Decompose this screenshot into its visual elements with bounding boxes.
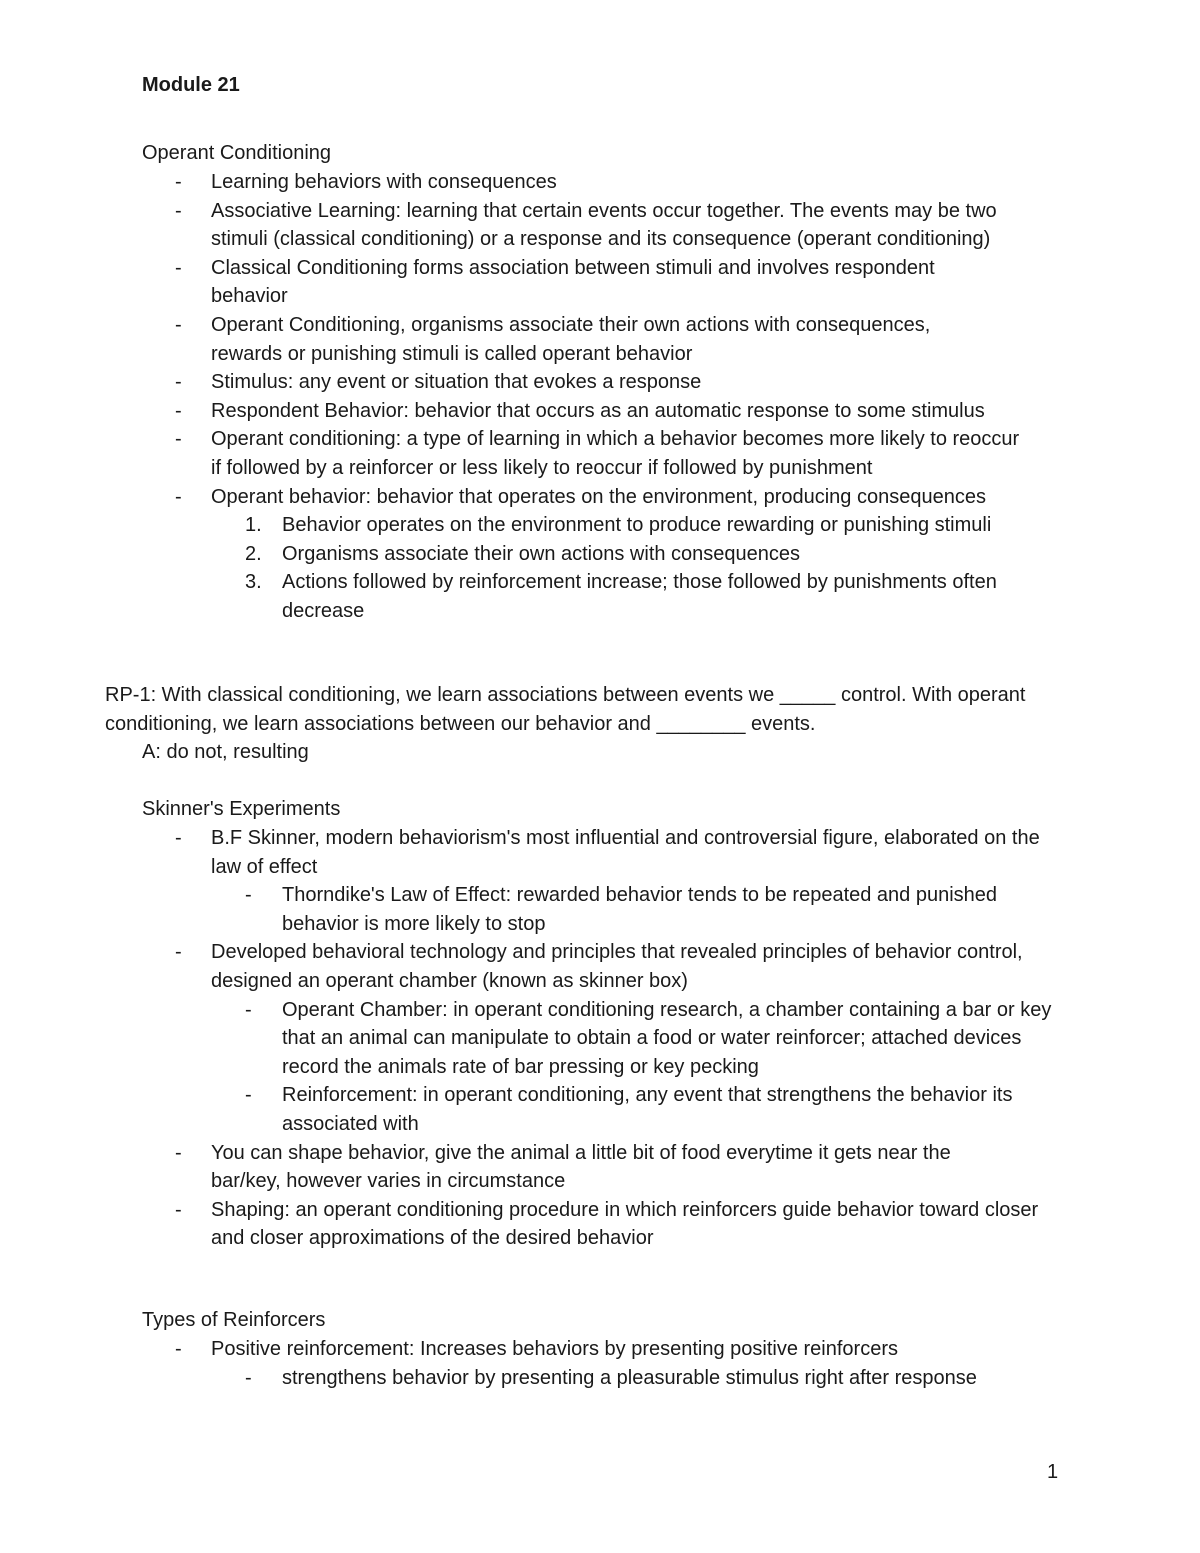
list-number: 3.: [245, 571, 262, 594]
list-item: - Developed behavioral technology and principles that revealed principles of behavior control, designed an operant chamber (known as skinner box): [0, 938, 1059, 995]
dash-bullet: -: [175, 485, 182, 508]
section-heading-types-of-reinforcers: Types of Reinforcers: [142, 1309, 326, 1331]
dash-bullet: -: [175, 371, 182, 394]
skinner-experiments-list: [0, 824, 1059, 1253]
dash-bullet: -: [245, 884, 252, 907]
list-item: - Operant behavior: behavior that operates on the environment, producing consequences: [0, 483, 1062, 512]
list-item: - Operant Conditioning, organisms associate their own actions with consequences, rewards or punishing stimuli is called operant behavior: [0, 311, 1062, 368]
dash-bullet: -: [175, 313, 182, 336]
list-item: - Learning behaviors with consequences: [0, 168, 1062, 197]
page-number: 1: [1047, 1461, 1059, 1483]
dash-bullet: -: [175, 1338, 182, 1360]
numbered-item: 1. Behavior operates on the environment to produce rewarding or punishing stimuli: [0, 511, 1062, 540]
dash-bullet: -: [175, 1198, 182, 1221]
dash-bullet: -: [175, 199, 182, 222]
dash-bullet: -: [175, 428, 182, 451]
dash-bullet: -: [175, 256, 182, 279]
list-item: - Thorndike's Law of Effect: rewarded behavior tends to be repeated and punished behavior is more likely to stop: [0, 881, 1059, 938]
numbered-item: 2. Organisms associate their own actions with consequences: [0, 540, 1062, 569]
operant-conditioning-list: [0, 168, 1062, 626]
dash-bullet: -: [245, 1084, 252, 1107]
list-item: - Operant conditioning: a type of learning in which a behavior becomes more likely to reoccur if followed by a reinforcer or less likely to reoccur if followed by punishment: [0, 425, 1062, 482]
dash-bullet: -: [175, 827, 182, 849]
list-item: - Associative Learning: learning that certain events occur together. The events may be two stimuli (classical conditioning) or a response and its consequence (operant conditioning): [0, 197, 1062, 254]
document-title: Module 21: [142, 74, 240, 96]
list-item: - B.F Skinner, modern behaviorism's most influential and controversial figure, elaborated on the law of effect: [0, 824, 1059, 881]
section-heading-operant-conditioning: Operant Conditioning: [142, 142, 332, 164]
list-item: - You can shape behavior, give the animal a little bit of food everytime it gets near the bar/key, however varies in circumstance: [0, 1139, 1059, 1196]
list-item: - Stimulus: any event or situation that evokes a response: [0, 368, 1062, 397]
review-question-rp1: RP-1: With classical conditioning, we learn associations between events we _____ control. With operant conditioning, we learn associations between our behavior and ________ events.: [105, 684, 1026, 735]
list-item: - Shaping: an operant conditioning procedure in which reinforcers guide behavior toward closer and closer approximations of the desired behavior: [0, 1196, 1059, 1253]
list-item: - Operant Chamber: in operant conditioning research, a chamber containing a bar or key that an animal can manipulate to obtain a food or water reinforcer; attached devices record the animals rate of bar pressing or key pecking: [0, 996, 1059, 1082]
review-answer-rp1: A: do not, resulting: [142, 741, 309, 763]
dash-bullet: -: [245, 998, 252, 1021]
section-heading-skinners-experiments: Skinner's Experiments: [142, 798, 341, 820]
list-item: - Positive reinforcement: Increases behaviors by presenting positive reinforcers: [0, 1335, 1082, 1364]
list-item: - Respondent Behavior: behavior that occurs as an automatic response to some stimulus: [0, 397, 1062, 426]
dash-bullet: -: [175, 171, 182, 193]
numbered-item: 3. Actions followed by reinforcement increase; those followed by punishments often decrease: [0, 568, 1062, 625]
dash-bullet: -: [175, 399, 182, 422]
list-item: - Classical Conditioning forms association between stimuli and involves respondent behavior: [0, 254, 1062, 311]
dash-bullet: -: [175, 941, 182, 964]
list-item: - Reinforcement: in operant conditioning, any event that strengthens the behavior its associated with: [0, 1081, 1059, 1138]
list-number: 1.: [245, 514, 262, 537]
list-number: 2.: [245, 542, 262, 565]
list-item: - strengthens behavior by presenting a pleasurable stimulus right after response: [0, 1364, 1082, 1393]
reinforcers-list: [0, 1335, 1082, 1392]
dash-bullet: -: [245, 1366, 252, 1389]
dash-bullet: -: [175, 1141, 182, 1164]
